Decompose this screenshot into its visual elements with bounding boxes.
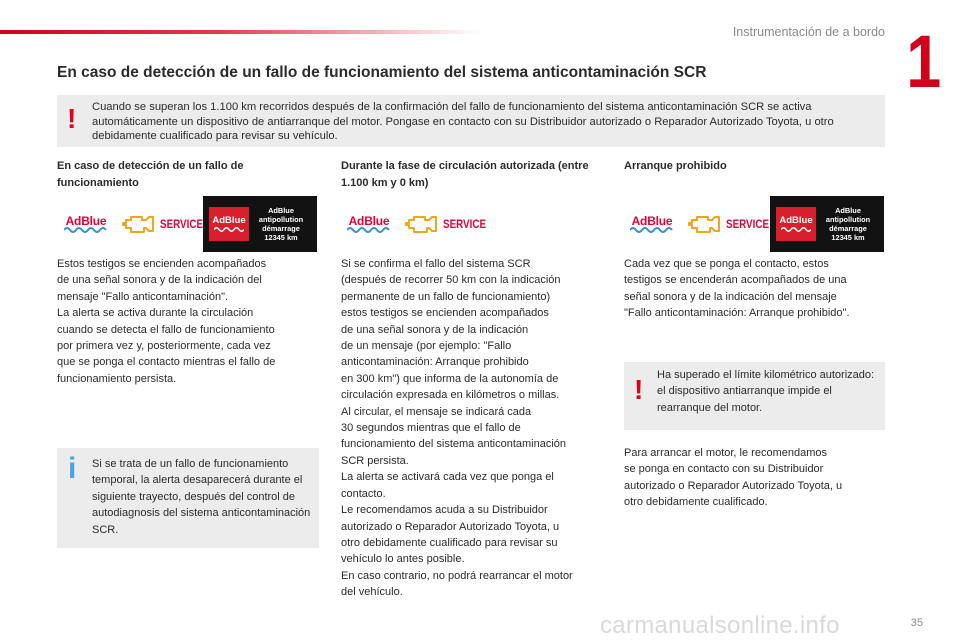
- exclamation-icon: !: [67, 103, 77, 134]
- section-title: Instrumentación de a bordo: [732, 25, 885, 39]
- display-message: AdBlue antipollution démarrage 12345 km: [825, 206, 871, 242]
- warning-box-top: [57, 95, 885, 147]
- display-message: AdBlue antipollution démarrage 12345 km: [258, 206, 304, 242]
- info-icon: i: [68, 452, 77, 485]
- service-lamp: SERVICE: [160, 217, 204, 231]
- adblue-lamp: AdBlue: [343, 214, 395, 234]
- engine-warning-icon: [122, 212, 156, 236]
- engine-warning-icon: [405, 212, 439, 236]
- indicator-lamps-1: [60, 196, 212, 252]
- exclamation-icon: !: [634, 374, 644, 405]
- service-lamp: SERVICE: [443, 217, 487, 231]
- adblue-wave-icon: [781, 226, 811, 233]
- column-heading-3: Arranque prohibido: [624, 160, 727, 172]
- display-adblue-block: AdBlue: [776, 207, 816, 241]
- adblue-lamp: AdBlue: [60, 214, 112, 234]
- page-title: En caso de detección de un fallo de funcionamiento del sistema anticontaminación SCR: [57, 64, 707, 81]
- adblue-wave-icon: [347, 226, 391, 234]
- warning-text: Ha superado el límite kilométrico autorizado: el dispositivo antiarranque impide el rearranque del motor.: [657, 369, 875, 414]
- instrument-display-1: [203, 196, 317, 252]
- warning-text: Cuando se superan los 1.100 km recorridos después de la confirmación del fallo de funcionamiento del sistema anticontaminación SCR se activa automáticamente un dispositivo de antiarranque del motor. Pongase en contacto con su Distribuidor autorizado o Reparador Autorizado Toyota, u otro debidamente cualificado para revisar su vehículo.: [92, 101, 834, 143]
- column-body-3: Cada vez que se ponga el contacto, estos testigos se encenderán acompañados de una señal sonora y de la indicación del mensaje "Fallo anticontaminación: Arranque prohibido".: [624, 258, 850, 320]
- header-accent-bar: [0, 30, 480, 34]
- chapter-number: 1: [906, 20, 942, 103]
- adblue-wave-icon: [630, 226, 674, 234]
- adblue-lamp: AdBlue: [626, 214, 678, 234]
- watermark: carmanualsonline.info: [600, 612, 840, 639]
- column-heading-2: Durante la fase de circulación autorizada (entre 1.100 km y 0 km): [341, 160, 589, 189]
- page-number: 35: [910, 617, 923, 629]
- column-heading-1: En caso de detección de un fallo de funcionamiento: [57, 160, 244, 189]
- column-body-1: Estos testigos se encienden acompañados de una señal sonora y de la indicación del mensaje "Fallo anticontaminación". La alerta se activa durante la circulación cuando se detecta el fallo de funcionamiento por primera vez y, posteriormente, cada vez que se ponga el contacto mientras el fallo de funcionamiento persista.: [57, 258, 276, 385]
- info-text: Si se trata de un fallo de funcionamiento temporal, la alerta desaparecerá durante el siguiente trayecto, después del control de autodiagnosis del sistema anticontaminación SCR.: [92, 458, 311, 536]
- adblue-wave-icon: [64, 226, 108, 234]
- indicator-lamps-2: [343, 196, 495, 252]
- warning-box-right: [624, 362, 885, 430]
- engine-warning-icon: [688, 212, 722, 236]
- info-box: [57, 448, 319, 548]
- column-body-2: Si se confirma el fallo del sistema SCR (después de recorrer 50 km con la indicación permanente de un fallo de funcionamiento) estos testigos se encienden acompañados de una señal sonora y de la indicación de un mensaje (por ejemplo: "Fallo anticontaminación: Arranque prohibido en 300 km") que informa de la autonomía de circulación expresada en kilómetros o millas. Al circular, el mensaje se indicará cada 30 segundos mientras que el fallo de funcionamiento del sistema anticontaminación SCR persista. La alerta se activará cada vez que ponga el contacto. Le recomendamos acuda a su Distribuidor autorizado o Reparador Autorizado Toyota, u otro debidamente cualificado para revisar su vehículo lo antes posible. En caso contrario, no podrá rearrancar el motor del vehículo.: [341, 258, 573, 599]
- adblue-wave-icon: [214, 226, 244, 233]
- instrument-display-3: [770, 196, 884, 252]
- closing-paragraph: Para arrancar el motor, le recomendamos se ponga en contacto con su Distribuidor autorizado o Reparador Autorizado Toyota, u otro debidamente cualificado.: [624, 447, 843, 509]
- service-lamp: SERVICE: [726, 217, 770, 231]
- indicator-lamps-3: [626, 196, 778, 252]
- display-adblue-block: AdBlue: [209, 207, 249, 241]
